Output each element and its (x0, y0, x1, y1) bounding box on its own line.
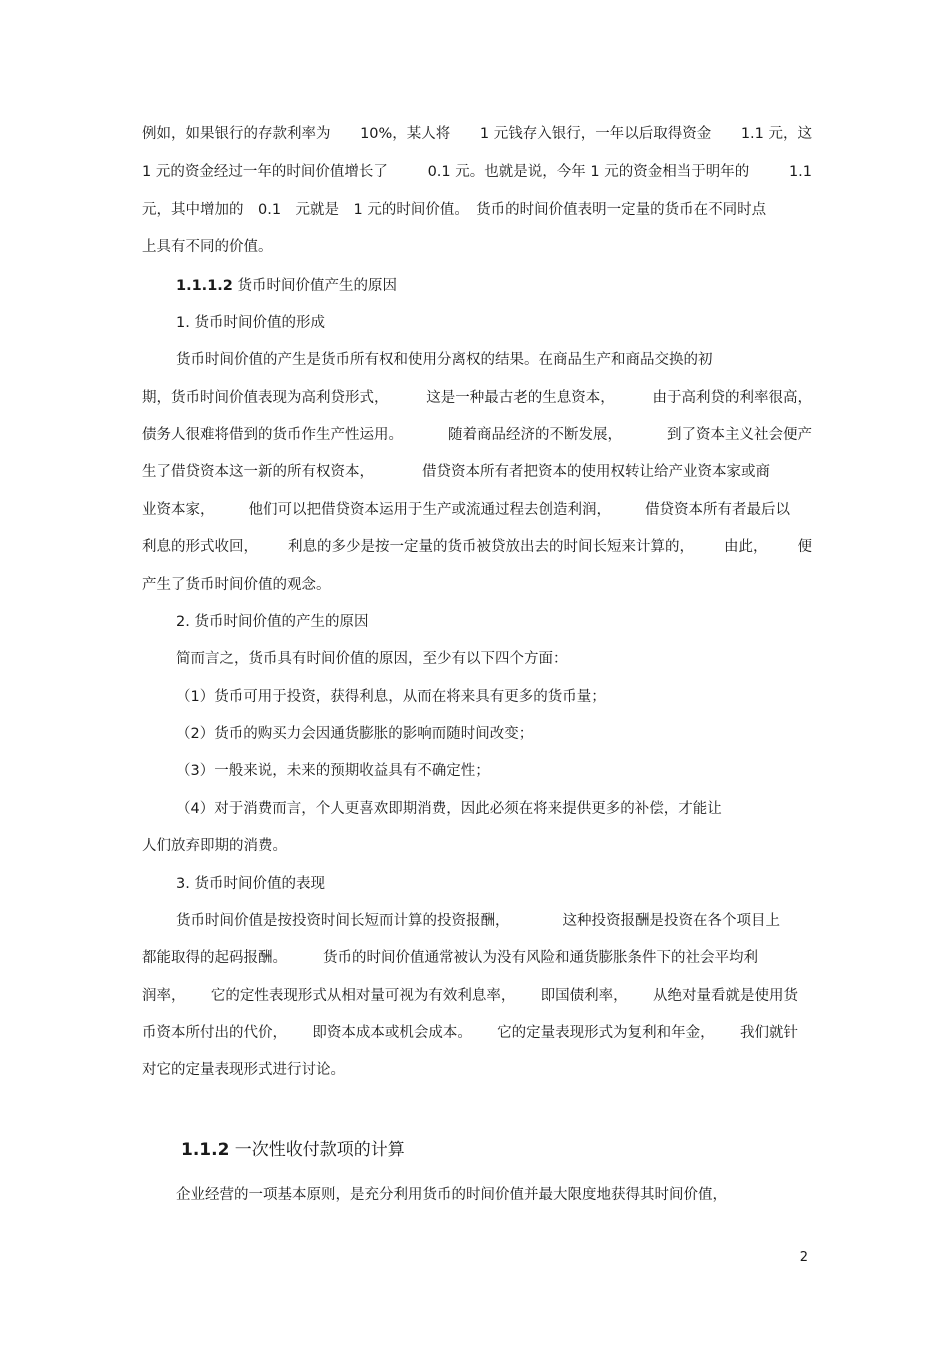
text-segment: 这种投资报酬是投资在各个项目上 (562, 913, 780, 929)
text-segment: 0.1 元。也就是说，今年 1 元的资金相当于明年的 (427, 164, 750, 180)
text-segment: 他们可以把借贷资本运用于生产或流通过程去创造利润， (248, 502, 611, 518)
paragraph-line (142, 500, 790, 520)
subsection-title: 1. 货币时间价值的形成 (176, 315, 325, 331)
text-segment: 我们就针 (739, 1025, 798, 1041)
paragraph-line: 货币时间价值的产生是货币所有权和使用分离权的结果。在商品生产和商品交换的初 (176, 352, 713, 368)
section-heading (181, 1138, 405, 1162)
paragraph-line (142, 986, 798, 1006)
paragraph-line (142, 537, 812, 557)
text-segment: 由此， (724, 539, 768, 555)
paragraph-line (142, 462, 770, 482)
text-segment: 1.1 元，这 (740, 126, 812, 142)
text-segment: 例如，如果银行的存款利率为 (142, 126, 331, 142)
text-segment: 生了借贷资本这一新的所有权资本， (142, 464, 374, 480)
text-segment: 1 元钱存入银行，一年以后取得资金 (479, 126, 712, 142)
paragraph-line (142, 162, 812, 182)
paragraph-line: 元，其中增加的 0.1 元就是 1 元的时间价值。 货币的时间价值表明一定量的货币在不同时点 (142, 202, 767, 218)
section-heading (176, 276, 397, 296)
list-item: （1）货币可用于投资，获得利息，从而在将来具有更多的货币量； (176, 689, 606, 705)
text-segment: 它的定量表现形式为复利和年金， (497, 1025, 715, 1041)
text-segment: 借贷资本所有者最后以 (645, 502, 790, 518)
text-segment: 随着商品经济的不断发展， (448, 427, 622, 443)
paragraph-line: 简而言之，货币具有时间价值的原因，至少有以下四个方面： (176, 651, 568, 667)
text-segment: 润率， (142, 988, 186, 1004)
paragraph-line: 产生了货币时间价值的观念。 (142, 577, 331, 593)
list-item: （3）一般来说，未来的预期收益具有不确定性； (176, 763, 490, 779)
text-segment: 期，货币时间价值表现为高利贷形式， (142, 390, 389, 406)
text-segment: 它的定性表现形式从相对量可视为有效利息率， (210, 988, 516, 1004)
text-segment: 1 元的资金经过一年的时间价值增长了 (142, 164, 388, 180)
text-segment: 从绝对量看就是使用货 (652, 988, 798, 1004)
paragraph-line (142, 1023, 798, 1043)
list-item-continuation: 人们放弃即期的消费。 (142, 838, 287, 854)
text-segment: 利息的多少是按一定量的货币被贷放出去的时间长短来计算的， (288, 539, 694, 555)
text-segment: 10%，某人将 (360, 126, 451, 142)
list-item: （4）对于消费而言，个人更喜欢即期消费，因此必须在将来提供更多的补偿，才能让 (176, 801, 722, 817)
list-item: （2）货币的购买力会因通货膨胀的影响而随时间改变； (176, 726, 534, 742)
paragraph-line (142, 948, 758, 968)
text-segment: 利息的形式收回， (142, 539, 258, 555)
paragraph-line: 企业经营的一项基本原则，是充分利用货币的时间价值并最大限度地获得其时间价值， (176, 1187, 727, 1203)
paragraph-line: 对它的定量表现形式进行讨论。 (142, 1062, 345, 1078)
section-number: 1.1.1.2 (176, 278, 233, 294)
text-segment: 由于高利贷的利率很高， (652, 390, 812, 406)
text-segment: 1.1 (788, 164, 812, 180)
section-title: 一次性收付款项的计算 (229, 1140, 405, 1160)
section-title: 货币时间价值产生的原因 (232, 278, 397, 294)
text-segment: 便 (797, 539, 812, 555)
page-number: 2 (799, 1250, 808, 1265)
paragraph-line (142, 425, 812, 445)
section-number: 1.1.2 (181, 1140, 230, 1160)
subsection-title: 2. 货币时间价值的产生的原因 (176, 614, 369, 630)
text-segment: 即资本成本或机会成本。 (312, 1025, 472, 1041)
text-segment: 货币时间价值是按投资时间长短而计算的投资报酬， (176, 913, 510, 929)
text-segment: 币资本所付出的代价， (142, 1025, 287, 1041)
paragraph-line (142, 124, 812, 144)
text-segment: 都能取得的起码报酬。 (142, 950, 287, 966)
text-segment: 这是一种最古老的生息资本， (426, 390, 615, 406)
text-segment: 货币的时间价值通常被认为没有风险和通货膨胀条件下的社会平均利 (323, 950, 758, 966)
paragraph-line (176, 911, 780, 931)
text-segment: 债务人很难将借到的货币作生产性运用。 (142, 427, 403, 443)
text-segment: 到了资本主义社会便产 (667, 427, 812, 443)
text-segment: 业资本家， (142, 502, 215, 518)
paragraph-line: 上具有不同的价值。 (142, 239, 273, 255)
subsection-title: 3. 货币时间价值的表现 (176, 876, 325, 892)
text-segment: 借贷资本所有者把资本的使用权转让给产业资本家或商 (422, 464, 770, 480)
text-segment: 即国债利率， (540, 988, 628, 1004)
paragraph-line (142, 388, 812, 408)
